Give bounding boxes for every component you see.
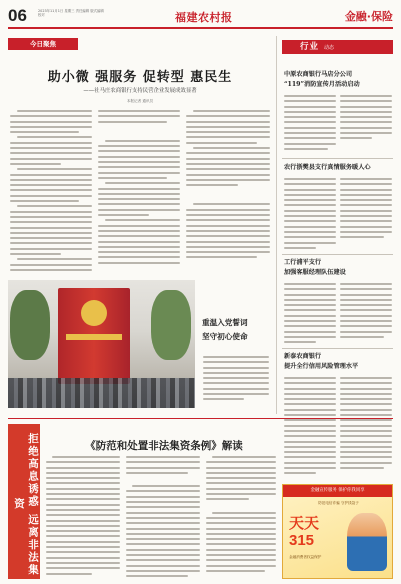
page-number: 06: [8, 6, 27, 25]
regulation-headline[interactable]: 《防范和处置非法集资条例》解读: [85, 440, 243, 452]
ad-banner-text: 金融宣传服务 保护你我同享: [283, 485, 392, 497]
ad-small-text: 金融消费者权益保护: [289, 555, 322, 559]
ad-figure-illustration: [347, 513, 387, 571]
paper-logo: 福建农村报: [175, 11, 233, 24]
consumer-protection-ad[interactable]: [282, 484, 393, 579]
bottom-rule: [8, 418, 393, 419]
lead-byline: 本报记者 通讯员: [126, 99, 154, 103]
photo-caption: [203, 356, 269, 404]
ad-subtext: 防范电信诈骗 守护钱袋子: [318, 501, 359, 505]
side-separator: [282, 348, 393, 349]
lead-body-col-3: [186, 110, 270, 278]
lead-subheadline: ——社马庄农商银行支持民营企业发展成效显著: [83, 88, 197, 94]
photo-headline[interactable]: 重温入党誓词 坚守初心使命: [202, 318, 248, 341]
side-separator: [282, 158, 393, 159]
side-body-4b: [340, 377, 392, 477]
side-body-1a: [284, 95, 336, 155]
side-headline-4[interactable]: 新泰农商银行 提升全行信用风险管理水平: [284, 353, 359, 370]
section-name: 金融·保险: [344, 10, 393, 23]
regulation-body-col-2: [126, 456, 200, 580]
side-body-2b: [340, 178, 392, 250]
vertical-banner: 拒绝高息诱惑 远离非法集资: [8, 424, 40, 579]
column-label: 今日聚焦: [8, 38, 78, 50]
regulation-body-col-3: [206, 456, 276, 580]
party-emblem-icon: [81, 300, 107, 326]
side-body-1b: [340, 95, 392, 155]
industry-news-label: 行业 动态: [282, 40, 393, 54]
issue-meta: 2023年11月1日 星期三 责任编辑 版式编辑 校对: [38, 9, 104, 18]
column-divider: [276, 36, 277, 414]
lead-headline[interactable]: 助小微 强服务 促转型 惠民生: [47, 70, 233, 85]
side-headline-3[interactable]: 工行浦平支行 加强客服经理队伍建设: [284, 259, 346, 276]
side-headline-2[interactable]: 农行浙樊县支行真情服务暖人心: [284, 164, 371, 171]
side-separator: [282, 254, 393, 255]
party-oath-photo: [8, 280, 195, 408]
side-body-2a: [284, 178, 336, 250]
side-body-4a: [284, 377, 336, 477]
lead-body-col-2: [98, 110, 180, 278]
side-body-3a: [284, 283, 336, 345]
masthead: [8, 6, 393, 26]
ad-big-text: 天天 315: [289, 515, 320, 549]
side-body-3b: [340, 283, 392, 345]
top-rule: [8, 27, 393, 29]
regulation-body-col-1: [46, 456, 120, 580]
lead-body-col-1: [10, 110, 92, 278]
side-headline-1[interactable]: 中原农商银行马店分公司 “119”消防宣传月活动启动: [284, 71, 360, 88]
